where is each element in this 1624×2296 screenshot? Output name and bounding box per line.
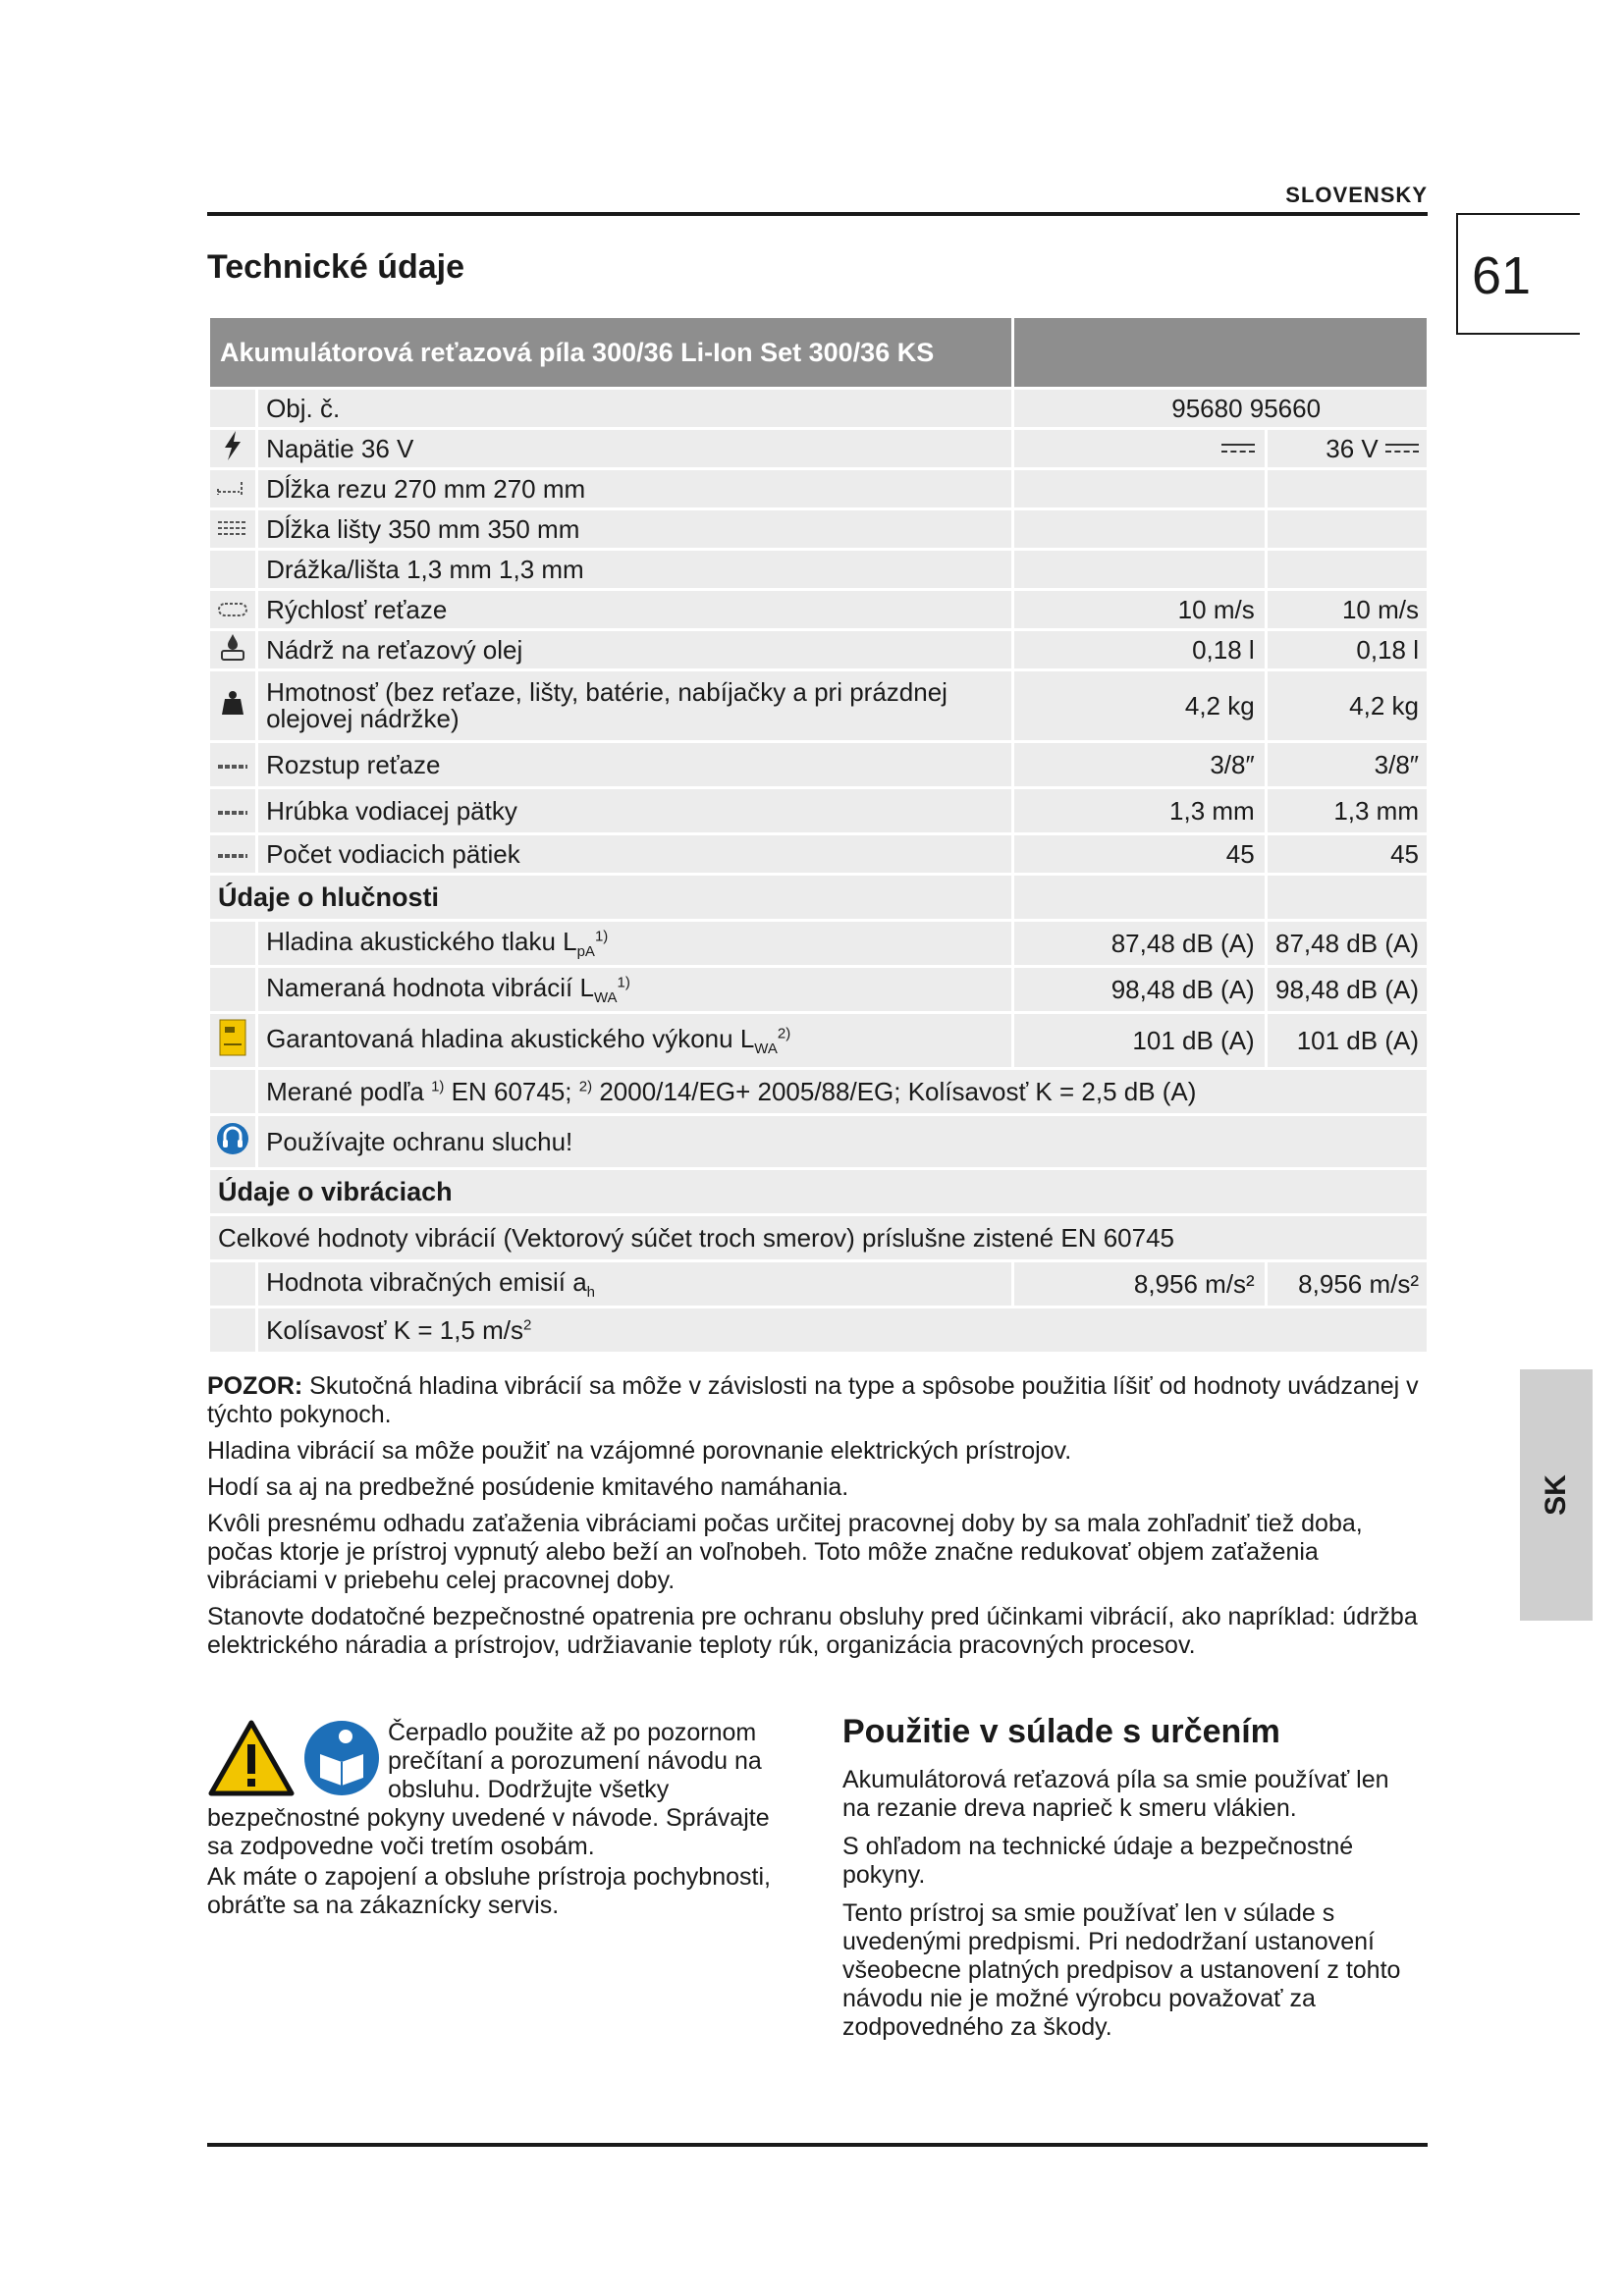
lightning-icon	[223, 431, 243, 464]
section-row	[210, 876, 1427, 919]
table-row	[210, 1262, 1427, 1306]
sound-power-label-icon	[219, 1019, 246, 1060]
chain-speed-v2: 10 m/s	[1268, 591, 1427, 628]
table-header-row	[210, 318, 1427, 387]
table-row	[210, 968, 1427, 1011]
weight-v1: 4,2 kg	[1014, 671, 1264, 740]
drive-link-count-label: Počet vodiacich pätiek	[258, 835, 1011, 873]
obj-label: Obj. č.	[258, 390, 1011, 427]
sound-power-label: Garantovaná hladina akustického výkonu $L_{WA}^{2)}$	[258, 1014, 1011, 1067]
note-4: Stanovte dodatočné bezpečnostné opatrenia pre ochranu obsluhy pred účinkami vibrácií, ako napríklad: údržba elektrického náradia a prístrojov, udržiavanie teploty rúk, organizácia pracovných procesov.	[207, 1603, 1418, 1659]
vibration-emission-v2: 8,956 m/s²	[1268, 1262, 1427, 1306]
voltage-value: 36 V	[1326, 433, 1379, 463]
table-row	[210, 390, 1427, 427]
note-pozor: POZOR: Skutočná hladina vibrácií sa môže v závislosti na type a spôsobe použitia líšiť od hodnoty uvádzanej v týchto pokynoch.	[207, 1372, 1419, 1428]
sound-pressure-v1: 87,48 dB (A)	[1014, 922, 1264, 965]
warning-triangle-icon	[207, 1719, 296, 1804]
table-row	[210, 1116, 1427, 1167]
intended-use-text-3: Tento prístroj sa smie používať len v súlade s uvedenými predpismi. Pri nedodržaní ustanovení všeobecne platných predpisov a ustanovení z tohto návodu nie je možné výrobcu považovať za zodpovedného za škody.	[842, 1899, 1401, 2041]
table-row	[210, 922, 1427, 965]
sound-power-v2: 101 dB (A)	[1268, 1014, 1427, 1067]
vibration-emission-label: Hodnota vibračných emisií $a_h$	[258, 1262, 1011, 1306]
measured-vibration-label: Nameraná hodnota vibrácií $L_{WA}^{1)}$	[258, 968, 1011, 1011]
drive-link-count-v2: 45	[1268, 835, 1427, 873]
safety-icons	[207, 1719, 388, 1801]
drive-link-count-v1: 45	[1014, 835, 1264, 873]
weight-v2: 4,2 kg	[1268, 671, 1427, 740]
vibration-heading: Údaje o vibráciach	[210, 1170, 1427, 1213]
intended-use-section	[842, 1713, 1422, 2052]
weight-label: Hmotnosť (bez reťaze, lišty, batérie, nabíjačky a pri prázdnej olejovej nádržke)	[258, 671, 1011, 740]
measured-vibration-v1: 98,48 dB (A)	[1014, 968, 1264, 1011]
table-row	[210, 1216, 1427, 1259]
page-title: Technické údaje	[207, 248, 465, 286]
oil-tank-v2: 0,18 l	[1268, 631, 1427, 668]
chain-pitch-v1: 3/8″	[1014, 743, 1264, 786]
chain-pitch-label: Rozstup reťaze	[258, 743, 1011, 786]
safety-text-1: Čerpadlo použite až po pozornom prečítaní a porozumení návodu na obsluhu. Dodržujte všetky bezpečnostné pokyny uvedené v návode. Správajte sa zodpovedne voči tretím osobám.	[207, 1719, 770, 1860]
cut-length-icon	[216, 478, 249, 502]
sound-power-v1: 101 dB (A)	[1014, 1014, 1264, 1067]
drive-link-thickness-v1: 1,3 mm	[1014, 789, 1264, 832]
obj-value: 95680 95660	[1014, 390, 1427, 427]
safety-instructions	[207, 1719, 781, 1922]
table-row	[210, 510, 1427, 548]
section-row	[210, 1170, 1427, 1213]
chain-link-icon	[216, 845, 249, 867]
groove-label: Drážka/lišta 1,3 mm 1,3 mm	[258, 551, 1011, 588]
vibration-notes	[207, 1372, 1425, 1668]
bar-length-label: Dĺžka lišty 350 mm 350 mm	[258, 510, 1011, 548]
voltage-label: Napätie 36 V	[258, 430, 1011, 467]
table-heading-empty	[1014, 318, 1427, 387]
vibration-emission-v1: 8,956 m/s²	[1014, 1262, 1264, 1306]
oil-tank-label: Nádrž na reťazový olej	[258, 631, 1011, 668]
hearing-protection-text: Používajte ochranu sluchu!	[258, 1116, 1427, 1167]
table-row	[210, 743, 1427, 786]
chain-pitch-v2: 3/8″	[1268, 743, 1427, 786]
drive-link-thickness-v2: 1,3 mm	[1268, 789, 1427, 832]
language-side-tab	[1520, 1369, 1593, 1621]
bottom-divider	[207, 2143, 1428, 2147]
drive-link-thickness-label: Hrúbka vodiacej pätky	[258, 789, 1011, 832]
intended-use-text-1: Akumulátorová reťazová píla sa smie používať len na rezanie dreva naprieč k smeru vlákien.	[842, 1766, 1389, 1822]
table-row	[210, 1308, 1427, 1352]
read-manual-icon	[302, 1719, 381, 1804]
hearing-protection-icon	[216, 1122, 249, 1159]
oil-tank-v1: 0,18 l	[1014, 631, 1264, 668]
measured-vibration-v2: 98,48 dB (A)	[1268, 968, 1427, 1011]
note-3: Kvôli presnému odhadu zaťaženia vibráciami počas určitej pracovnej doby by sa mala zohľadniť tiež doba, počas ktorje je prístroj vypnutý alebo beží an voľnobeh. Toto môže značne redukovať objem zaťaženia vibráciami v priebehu celej pracovnej doby.	[207, 1510, 1363, 1594]
language-header: SLOVENSKY	[1285, 183, 1428, 207]
intended-use-text-2: S ohľadom na technické údaje a bezpečnostné pokyny.	[842, 1833, 1354, 1889]
note-2: Hodí sa aj na predbežné posúdenie kmitavého namáhania.	[207, 1473, 849, 1501]
chain-link-icon	[216, 802, 249, 824]
oil-tank-icon	[218, 632, 247, 666]
table-row	[210, 591, 1427, 628]
vibration-total-text: Celkové hodnoty vibrácií (Vektorový súčet troch smerov) príslušne zistené EN 60745	[210, 1216, 1427, 1259]
table-heading: Akumulátorová reťazová píla 300/36 Li-Ion Set 300/36 KS	[210, 318, 1011, 387]
chain-pitch-icon	[216, 756, 249, 777]
chain-speed-v1: 10 m/s	[1014, 591, 1264, 628]
table-row	[210, 1014, 1427, 1067]
table-row	[210, 835, 1427, 873]
sound-pressure-label: Hladina akustického tlaku $L_{pA}^{1)}$	[258, 922, 1011, 965]
weight-icon	[221, 690, 244, 720]
table-row	[210, 671, 1427, 740]
intended-use-heading: Použitie v súlade s určením	[842, 1713, 1280, 1750]
table-row	[210, 1070, 1427, 1113]
top-divider	[207, 212, 1428, 216]
dc-symbol-icon	[1385, 444, 1419, 457]
note-1: Hladina vibrácií sa môže použiť na vzájomné porovnanie elektrických prístrojov.	[207, 1437, 1072, 1465]
chain-speed-label: Rýchlosť reťaze	[258, 591, 1011, 628]
dc-symbol-icon	[1221, 444, 1255, 457]
measured-per-standard: Merané podľa $^{1)}$ EN 60745; $^{2)}$ 2000/14/EG+ 2005/88/EG; Kolísavosť K = 2,5 dB (A)	[258, 1070, 1427, 1113]
table-row	[210, 430, 1427, 467]
cut-length-label: Dĺžka rezu 270 mm 270 mm	[258, 470, 1011, 507]
safety-text-2: Ak máte o zapojení a obsluhe prístroja pochybnosti, obráťte sa na zákaznícky servis.	[207, 1863, 771, 1919]
vibration-uncertainty: Kolísavosť K = 1,5 $m/s^2$	[258, 1308, 1427, 1352]
noise-heading: Údaje o hlučnosti	[210, 876, 1011, 919]
page-number: 61	[1456, 213, 1580, 335]
table-row	[210, 470, 1427, 507]
spec-table	[207, 315, 1430, 1355]
bar-length-icon	[216, 518, 249, 542]
table-row	[210, 631, 1427, 668]
chain-speed-icon	[216, 601, 249, 622]
side-tab-label: SK	[1540, 1474, 1572, 1516]
sound-pressure-v2: 87,48 dB (A)	[1268, 922, 1427, 965]
table-row	[210, 789, 1427, 832]
table-row	[210, 551, 1427, 588]
